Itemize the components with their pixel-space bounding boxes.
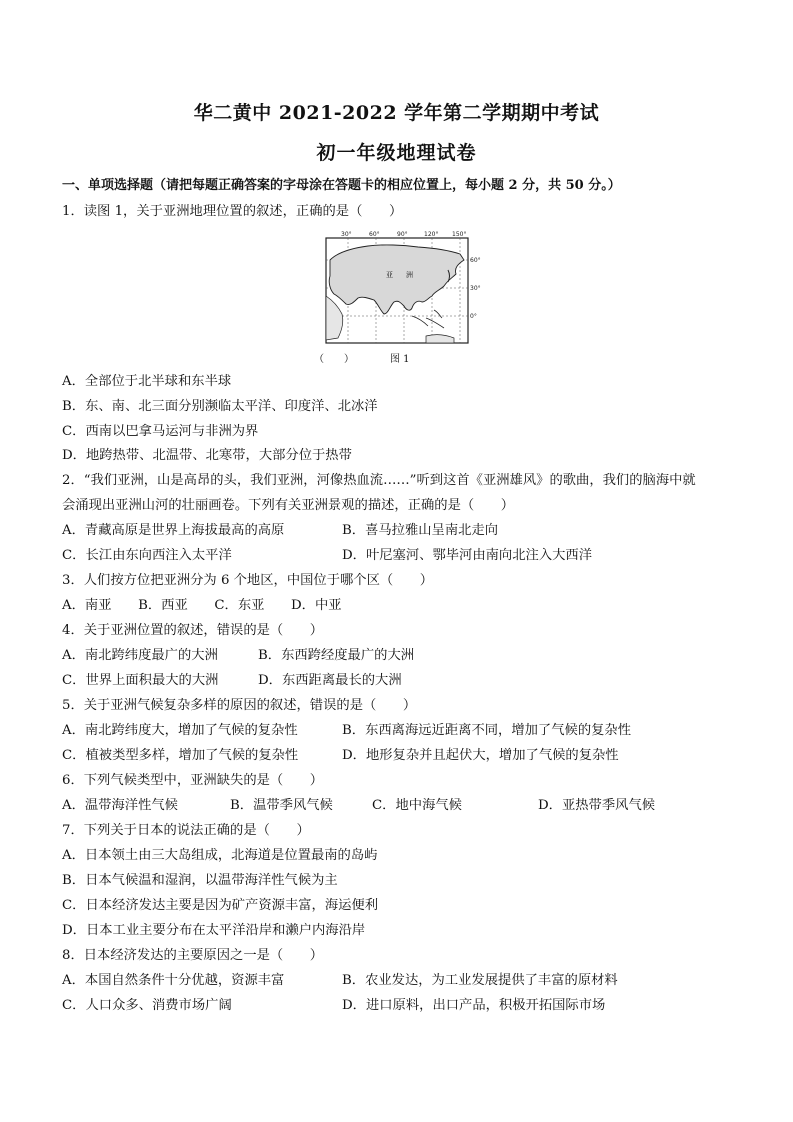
question-7-option-b: B．日本气候温和湿润，以温带海洋性气候为主	[62, 873, 338, 888]
question-3-stem: 3．人们按方位把亚洲分为 6 个地区，中国位于哪个区（ ）	[62, 573, 434, 588]
question-7-option-c: C．日本经济发达主要是因为矿产资源丰富，海运便利	[62, 898, 379, 913]
lat-label-60: 60°	[470, 257, 481, 264]
figure-1-caption-left: （ ）	[314, 354, 354, 365]
question-7-stem: 7．下列关于日本的说法正确的是（ ）	[62, 823, 310, 838]
figure-1-caption	[314, 350, 446, 365]
question-1-option-b: B．东、南、北三面分别濒临太平洋、印度洋、北冰洋	[62, 399, 378, 414]
question-5-stem: 5．关于亚洲气候复杂多样的原因的叙述，错误的是（ ）	[62, 698, 417, 713]
question-1-option-c: C．西南以巴拿马运河与非洲为界	[62, 424, 259, 439]
question-8-option-a: A．本国自然条件十分优越，资源丰富	[62, 973, 285, 988]
exam-title: 华二黄中 2021-2022 学年第二学期期中考试	[193, 102, 600, 124]
section-heading: 一、单项选择题（请把每题正确答案的字母涂在答题卡的相应位置上，每小题 2 分，共 50 分。）	[62, 178, 621, 193]
lon-label-150: 150°	[452, 231, 467, 238]
southeast-asia-islands	[412, 310, 444, 328]
question-4-option-b: B．东西跨经度最广的大洲	[258, 648, 415, 663]
question-8-option-c: C．人口众多、消费市场广阔	[62, 998, 232, 1013]
lat-label-0: 0°	[470, 313, 477, 320]
exam-subtitle: 初一年级地理试卷	[316, 142, 477, 164]
question-6-option-b: B．温带季风气候	[230, 798, 333, 813]
asia-landmass	[329, 245, 464, 314]
question-8-option-b: B．农业发达，为工业发展提供了丰富的原材料	[342, 973, 618, 988]
figure-1-caption-text: 图 1	[390, 354, 410, 365]
question-5-option-d: D．地形复杂并且起伏大，增加了气候的复杂性	[342, 748, 619, 763]
question-1-stem: 1．读图 1，关于亚洲地理位置的叙述，正确的是（ ）	[62, 204, 403, 219]
question-6-option-c: C．地中海气候	[372, 798, 462, 813]
question-7-option-d: D．日本工业主要分布在太平洋沿岸和濑户内海沿岸	[62, 923, 366, 938]
question-1-option-a: A．全部位于北半球和东半球	[62, 374, 232, 389]
map-label-ya: 亚	[386, 271, 393, 279]
question-2-option-d: D．叶尼塞河、鄂毕河由南向北注入大西洋	[342, 548, 593, 563]
question-4-option-a: A．南北跨纬度最广的大洲	[62, 648, 218, 663]
lon-label-60: 60°	[369, 231, 380, 238]
question-5-option-b: B．东西离海远近距离不同，增加了气候的复杂性	[342, 723, 632, 738]
question-2-option-a: A．青藏高原是世界上海拔最高的高原	[62, 523, 285, 538]
question-8-stem: 8．日本经济发达的主要原因之一是（ ）	[62, 948, 324, 963]
question-8-option-d: D．进口原料，出口产品，积极开拓国际市场	[342, 998, 606, 1013]
africa-edge	[326, 296, 343, 340]
question-6-stem: 6．下列气候类型中，亚洲缺失的是（ ）	[62, 773, 324, 788]
question-2-stem-line1: 2．“我们亚洲，山是高昂的头，我们亚洲，河像热血流……”听到这首《亚洲雄风》的歌曲，我们的脑海中就	[62, 473, 696, 488]
question-2-option-c: C．长江由东向西注入太平洋	[62, 548, 232, 563]
lat-label-30: 30°	[470, 285, 481, 292]
lon-label-120: 120°	[424, 231, 439, 238]
question-4-option-c: C．世界上面积最大的大洲	[62, 673, 219, 688]
question-6-option-a: A．温带海洋性气候	[62, 798, 178, 813]
question-6-option-d: D．亚热带季风气候	[538, 798, 656, 813]
lon-label-30: 30°	[341, 231, 352, 238]
question-1-option-d: D．地跨热带、北温带、北寒带，大部分位于热带	[62, 448, 352, 463]
map-label-zhou: 洲	[406, 271, 413, 279]
australia-edge	[426, 335, 454, 343]
question-7-option-a: A．日本领土由三大岛组成，北海道是位置最南的岛屿	[62, 848, 378, 863]
lon-label-90: 90°	[397, 231, 408, 238]
question-2-option-b: B．喜马拉雅山呈南北走向	[342, 523, 499, 538]
question-5-option-c: C．植被类型多样，增加了气候的复杂性	[62, 748, 299, 763]
question-3-options: A．南亚 B．西亚 C．东亚 D．中亚	[62, 598, 342, 613]
question-4-option-d: D．东西距离最长的大洲	[258, 673, 402, 688]
question-2-stem-line2: 会涌现出亚洲山河的壮丽画卷。下列有关亚洲景观的描述，正确的是（ ）	[62, 498, 515, 513]
figure-1-map	[308, 230, 481, 365]
question-5-option-a: A．南北跨纬度大，增加了气候的复杂性	[62, 723, 298, 738]
question-4-stem: 4．关于亚洲位置的叙述，错误的是（ ）	[62, 623, 324, 638]
